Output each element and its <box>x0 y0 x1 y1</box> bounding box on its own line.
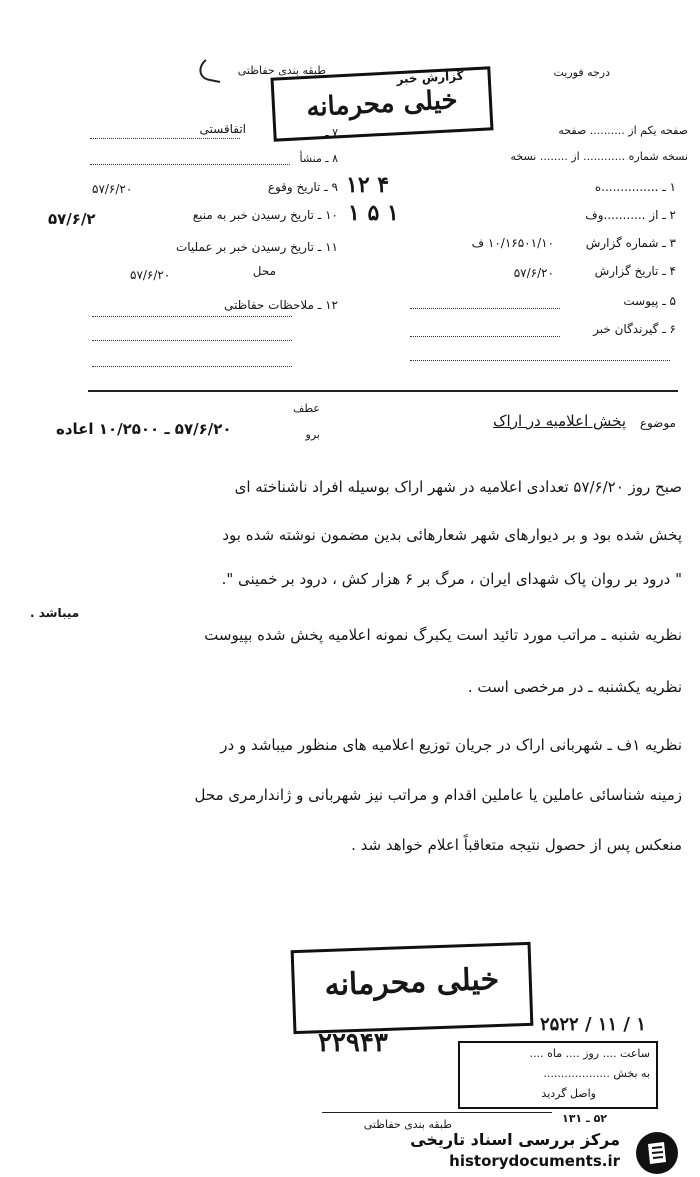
body-line-5: نظریه یکشنبه ـ در مرخصی است . <box>467 678 682 696</box>
field6-dots <box>410 336 560 337</box>
footer-code: ۵۲ ـ ۱۳۱ <box>562 1112 608 1125</box>
receipt-line-2: به بخش ................... <box>543 1067 650 1080</box>
archive-logo-icon <box>634 1130 680 1176</box>
field1-label: ۱ ـ ...............ه <box>594 180 676 194</box>
field10-value: ۵۷/۶/۲ <box>48 210 96 228</box>
receipt-line-3: واصل گردید <box>541 1087 596 1100</box>
body-line-2: پخش شده بود و بر دیوارهای شهر شعارهائی بدین مضمون نوشته شده بود <box>222 526 682 544</box>
field7-number: ۷ ـ <box>325 126 338 139</box>
urgency-label: درجه فوریت <box>553 66 610 79</box>
field11-value: ۵۷/۶/۲۰ <box>130 268 171 282</box>
body-line-8: منعکس پس از حصول نتیجه متعاقباً اعلام خواهد شد . <box>351 836 682 854</box>
bottom-stamp-text: خیلی محرمانه <box>323 961 500 1004</box>
subject-text: پخش اعلامیه در اراک <box>493 412 626 430</box>
separator-line <box>88 390 678 392</box>
field4-value: ۵۷/۶/۲۰ <box>513 266 554 280</box>
body-line-1: صبح روز ۵۷/۶/۲۰ تعدادی اعلامیه در شهر اراک بوسیله افراد ناشناخته ای <box>234 478 682 496</box>
field2-label: ۲ ـ از ...........وف <box>585 208 676 222</box>
copy-number-label: نسخه شماره ............ از ........ نسخه <box>510 150 688 163</box>
ref-sub-label: برو <box>305 428 320 441</box>
receipt-stamp <box>458 1041 658 1109</box>
field12-dots-3 <box>92 366 292 367</box>
field9-label: ۹ ـ تاریخ وقوع <box>267 180 338 194</box>
field8-label: ۸ ـ منشأ <box>299 152 338 165</box>
field7-value: اتفاقستی <box>199 122 246 136</box>
field4-label: ۴ ـ تاریخ گزارش <box>594 264 676 278</box>
top-stamp-text: خیلی محرمانه <box>305 85 459 123</box>
field6-dots-2 <box>410 360 670 361</box>
ref-label: عطف <box>293 402 320 415</box>
footer-classification: طبقه بندی حفاظتی <box>363 1118 452 1131</box>
field11-place: محل <box>252 264 276 278</box>
field12-dots <box>92 316 292 317</box>
archive-site: historydocuments.ir <box>449 1152 620 1170</box>
subject-label: موضوع <box>639 416 676 430</box>
archive-watermark <box>0 1128 690 1174</box>
corner-scribble <box>196 56 226 86</box>
field5-label: ۵ ـ پیوست <box>623 294 676 308</box>
archive-name: مرکز بررسی اسناد تاریخی <box>410 1130 620 1149</box>
field7-dots <box>90 138 240 139</box>
field3-label: ۳ ـ شماره گزارش <box>585 236 676 250</box>
field10-label: ۱۰ ـ تاریخ رسیدن خبر به منبع <box>192 208 338 222</box>
body-line-6: نظریه ۱ف ـ شهربانی اراک در جریان توزیع اعلامیه های منظور میباشد و در <box>220 736 682 754</box>
body-line-3: " درود بر روان پاک شهدای ایران ، مرگ بر ۶ هزار کش ، درود بر خمینی ". <box>221 570 682 588</box>
field6-label: ۶ ـ گیرندگان خبر <box>593 322 676 336</box>
page-of-label: صفحه یکم از .......... صفحه <box>558 124 688 137</box>
bottom-confidential-stamp <box>291 942 534 1034</box>
register-number: ۲۲۹۴۳ <box>318 1028 388 1058</box>
body-line-7: زمینه شناسائی عاملین یا عاملین اقدام و مراتب نیز شهربانی و ژاندارمری محل <box>194 786 682 804</box>
classification-header: طبقه بندی حفاظتی <box>237 64 326 77</box>
field5-dots <box>410 308 560 309</box>
receipt-line-1: ساعت .... روز .... ماه .... <box>529 1047 650 1060</box>
field9-value: ۵۷/۶/۲۰ <box>92 182 133 196</box>
field3-value: ۱۰/۱۶۵۰۱/۱۰ ف <box>471 236 554 250</box>
field8-dots <box>90 164 290 165</box>
field12-dots-2 <box>92 340 292 341</box>
body-line-4: نظریه شنبه ـ مراتب مورد تائید است یکبرگ نمونه اعلامیه پخش شده بپیوست <box>204 626 682 644</box>
body-line-4b: میباشد . <box>30 606 80 620</box>
top-confidential-stamp <box>270 66 493 141</box>
date-number: ۲۵۲۲ / ۱۱ / ۱ <box>540 1014 646 1035</box>
news-report-label: گزارش خبر <box>396 68 464 87</box>
handwritten-mark-1: ۱۲ ۴ <box>346 172 390 198</box>
field12-label: ۱۲ ـ ملاحظات حفاظتی <box>224 298 338 312</box>
footer-line <box>322 1112 552 1113</box>
handwritten-mark-2: ۱ ۵ ۱ <box>348 200 399 226</box>
ref-value: ۵۷/۶/۲۰ ـ ۱۰/۲۵۰۰ اعاده <box>56 420 232 438</box>
field11-label: ۱۱ ـ تاریخ رسیدن خبر بر عملیات <box>175 240 338 254</box>
